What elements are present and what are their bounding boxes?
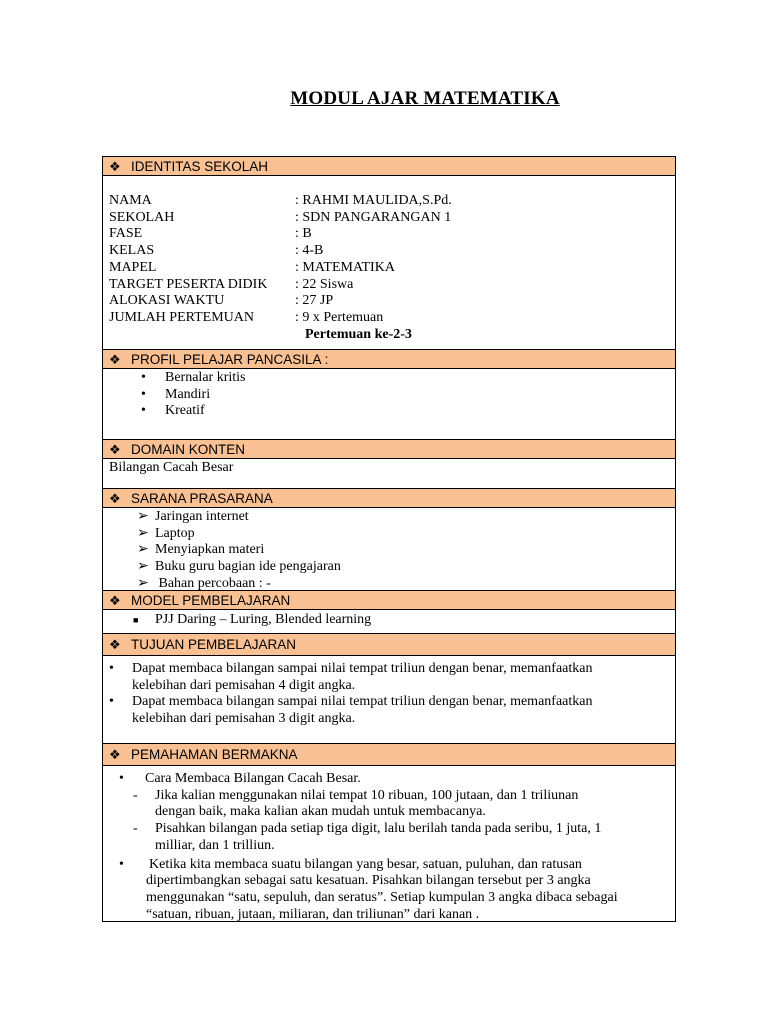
pemahaman-section bbox=[103, 766, 675, 921]
list-item-text: milliar, dan 1 trilliun. bbox=[155, 837, 275, 853]
arrow-bullet-icon: ➢ bbox=[137, 509, 149, 524]
section-header-pemahaman bbox=[103, 744, 675, 766]
list-item-text: Dapat membaca bilangan sampai nilai tempat triliun dengan benar, memanfaatkan bbox=[132, 694, 593, 710]
identitas-section bbox=[103, 176, 675, 350]
field-label: TARGET PESERTA DIDIK bbox=[109, 276, 268, 292]
list-item-text: Buku guru bagian ide pengajaran bbox=[155, 559, 341, 575]
section-title: SARANA PRASARANA bbox=[131, 491, 273, 506]
diamond-bullet-icon: ❖ bbox=[109, 747, 121, 762]
field-value: : MATEMATIKA bbox=[295, 259, 395, 275]
field-label: KELAS bbox=[109, 243, 155, 259]
diamond-bullet-icon: ❖ bbox=[109, 442, 121, 457]
diamond-bullet-icon: ❖ bbox=[109, 637, 121, 652]
sub-list-item bbox=[103, 788, 675, 821]
list-item bbox=[103, 387, 675, 404]
list-item bbox=[103, 694, 675, 727]
list-item bbox=[103, 771, 675, 788]
field-value: : 27 JP bbox=[295, 293, 334, 309]
section-title: PROFIL PELAJAR PANCASILA : bbox=[131, 352, 329, 367]
field-label: SEKOLAH bbox=[109, 209, 175, 225]
list-item-text: Jaringan internet bbox=[155, 509, 249, 524]
list-item-text: Mandiri bbox=[165, 386, 211, 402]
list-item-text: Dapat membaca bilangan sampai nilai tempat triliun dengan benar, memanfaatkan bbox=[132, 661, 593, 676]
identity-row bbox=[109, 293, 675, 310]
list-item-text: kelebihan dari pemisahan 3 digit angka. bbox=[132, 711, 356, 727]
section-title: MODEL PEMBELAJARAN bbox=[131, 593, 291, 608]
identity-row bbox=[109, 243, 675, 260]
list-item-text: dipertimbangkan sebagai satu kesatuan. Pisahkan bilangan tersebut per 3 angka bbox=[146, 873, 591, 889]
field-value: : 22 Siswa bbox=[295, 276, 354, 292]
list-item bbox=[103, 526, 675, 543]
sub-list-item bbox=[103, 821, 675, 854]
bullet-icon: • bbox=[119, 771, 124, 786]
list-item bbox=[103, 509, 675, 526]
list-item-text: Jika kalian menggunakan nilai tempat 10 ribuan, 100 jutaan, dan 1 triliunan bbox=[155, 787, 579, 803]
dash-bullet-icon: - bbox=[133, 821, 138, 837]
section-header-profil bbox=[103, 350, 675, 369]
profil-section bbox=[103, 369, 675, 440]
identity-row bbox=[109, 277, 675, 294]
section-title: TUJUAN PEMBELAJARAN bbox=[131, 637, 297, 652]
square-bullet-icon: ■ bbox=[133, 615, 139, 625]
list-item-text: dengan baik, maka kalian akan mudah untuk membacanya. bbox=[155, 804, 486, 820]
bullet-icon: • bbox=[141, 386, 146, 402]
field-label: ALOKASI WAKTU bbox=[109, 293, 225, 309]
diamond-bullet-icon: ❖ bbox=[109, 159, 121, 174]
arrow-bullet-icon: ➢ bbox=[137, 559, 149, 575]
list-item-text: Bahan percobaan : - bbox=[155, 575, 271, 591]
arrow-bullet-icon: ➢ bbox=[137, 525, 149, 541]
list-item bbox=[103, 576, 675, 593]
field-value: : 4-B bbox=[295, 243, 324, 259]
bullet-icon: • bbox=[109, 694, 114, 710]
dash-bullet-icon: - bbox=[133, 787, 138, 803]
list-item bbox=[103, 857, 675, 924]
bullet-icon: • bbox=[119, 856, 124, 872]
diamond-bullet-icon: ❖ bbox=[109, 352, 121, 367]
bullet-icon: • bbox=[141, 403, 146, 419]
section-title: PEMAHAMAN BERMAKNA bbox=[131, 747, 298, 762]
list-item-text: Menyiapkan materi bbox=[155, 542, 265, 558]
model-section bbox=[103, 610, 675, 634]
arrow-bullet-icon: ➢ bbox=[137, 575, 149, 591]
tujuan-section bbox=[103, 656, 675, 744]
module-table bbox=[102, 156, 676, 922]
list-item-text: menggunakan “satu, sepuluh, dan seratus”. Setiap kumpulan 3 angka dibaca sebagai bbox=[146, 889, 618, 905]
list-item-text: Pisahkan bilangan pada setiap tiga digit, lalu berilah tanda pada seribu, 1 juta, 1 bbox=[155, 821, 602, 837]
field-value: : SDN PANGARANGAN 1 bbox=[295, 209, 452, 225]
list-item bbox=[103, 661, 675, 694]
section-header-tujuan bbox=[103, 634, 675, 656]
field-label: FASE bbox=[109, 226, 143, 242]
field-value: : 9 x Pertemuan bbox=[295, 309, 384, 325]
arrow-bullet-icon: ➢ bbox=[137, 542, 149, 558]
bullet-icon: • bbox=[141, 370, 146, 385]
list-item-text: Cara Membaca Bilangan Cacah Besar. bbox=[145, 771, 361, 786]
section-header-domain bbox=[103, 440, 675, 459]
field-label: NAMA bbox=[109, 193, 152, 208]
list-item-text: kelebihan dari pemisahan 4 digit angka. bbox=[132, 677, 356, 693]
sarana-section bbox=[103, 508, 675, 591]
list-item-text: Laptop bbox=[155, 525, 195, 541]
list-item-text: “satuan, ribuan, jutaan, miliaran, dan triliunan” dari kanan . bbox=[146, 906, 480, 922]
field-value: : RAHMI MAULIDA,S.Pd. bbox=[295, 193, 452, 208]
list-item-text: Bernalar kritis bbox=[165, 370, 246, 385]
list-item bbox=[103, 612, 675, 629]
identity-row bbox=[109, 210, 675, 227]
field-label: JUMLAH PERTEMUAN bbox=[109, 309, 254, 325]
list-item-text: Ketika kita membaca suatu bilangan yang besar, satuan, puluhan, dan ratusan bbox=[149, 856, 582, 872]
list-item-text: Kreatif bbox=[165, 403, 205, 419]
list-item bbox=[103, 370, 675, 387]
section-title: DOMAIN KONTEN bbox=[131, 442, 246, 457]
identity-row bbox=[109, 310, 675, 327]
diamond-bullet-icon: ❖ bbox=[109, 593, 121, 608]
identity-row bbox=[109, 260, 675, 277]
identity-row bbox=[109, 226, 675, 243]
diamond-bullet-icon: ❖ bbox=[109, 491, 121, 506]
section-title: IDENTITAS SEKOLAH bbox=[131, 159, 269, 174]
list-item-text: PJJ Daring – Luring, Blended learning bbox=[155, 612, 372, 627]
field-label: MAPEL bbox=[109, 259, 157, 275]
section-header-identitas bbox=[103, 157, 675, 176]
domain-text: Bilangan Cacah Besar bbox=[109, 460, 234, 475]
field-value: : B bbox=[295, 226, 312, 242]
identity-row bbox=[109, 193, 675, 210]
list-item bbox=[103, 559, 675, 576]
section-header-model bbox=[103, 591, 675, 610]
bullet-icon: • bbox=[109, 661, 114, 676]
section-header-sarana bbox=[103, 489, 675, 508]
list-item bbox=[103, 403, 675, 420]
domain-section bbox=[103, 459, 675, 489]
meeting-number: Pertemuan ke-2-3 bbox=[305, 326, 412, 342]
list-item bbox=[103, 542, 675, 559]
document-title: MODUL AJAR MATEMATIKA bbox=[290, 88, 560, 109]
